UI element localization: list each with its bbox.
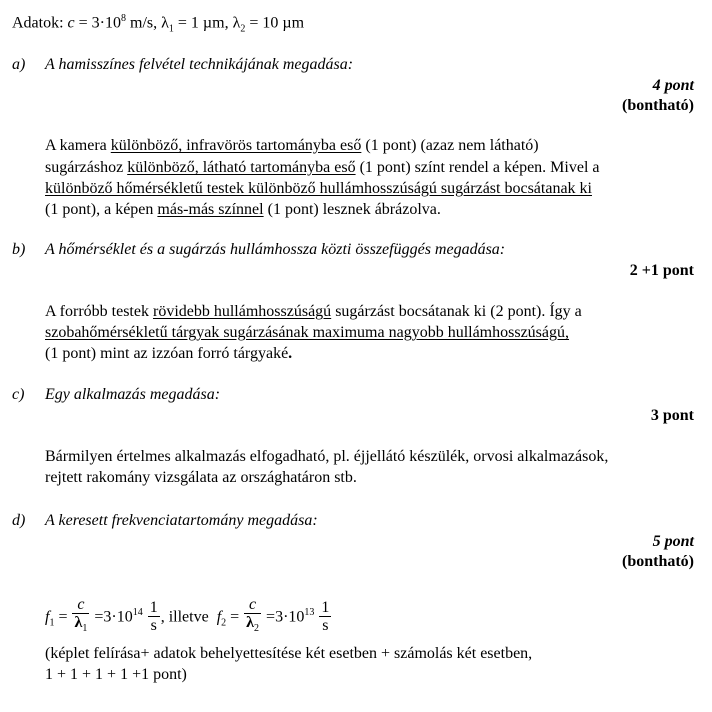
section-a-line-1 bbox=[45, 137, 539, 155]
section-a-points: 4 pont bbox=[652, 77, 694, 94]
text: (1 pont), a képen bbox=[45, 201, 158, 218]
equals-sign: = bbox=[94, 608, 104, 626]
section-d-points: 5 pont bbox=[652, 533, 694, 550]
section-b-marker: b) bbox=[12, 241, 26, 258]
f2-subscript: 2 bbox=[221, 617, 227, 629]
lambda2-value: = 10 µm bbox=[245, 14, 305, 32]
f2-symbol: f bbox=[216, 608, 222, 626]
section-c-points: 3 pont bbox=[650, 407, 694, 424]
text: A kamera bbox=[45, 137, 111, 154]
text: (1 pont) lesznek ábrázolva. bbox=[263, 201, 441, 218]
section-b-line-1 bbox=[45, 303, 582, 321]
per-second-fraction bbox=[319, 600, 331, 635]
f1-exponent: 14 bbox=[132, 606, 143, 618]
fraction-numerator: c bbox=[72, 597, 89, 614]
underlined-text: különböző, látható tartományba eső bbox=[127, 159, 356, 176]
text: (1 pont) színt rendel a képen. Mivel a bbox=[355, 159, 600, 176]
section-b-points: 2 +1 pont bbox=[629, 262, 694, 279]
f1-value: 3·10 bbox=[103, 608, 133, 626]
text: A forróbb testek bbox=[45, 303, 153, 320]
section-b-title: A hőmérséklet és a sugárzás hullámhossza közti összefüggés megadása: bbox=[45, 241, 506, 258]
c-exponent: 8 bbox=[121, 13, 127, 24]
fraction-denominator bbox=[72, 614, 89, 638]
text: sugárzáshoz bbox=[45, 159, 128, 176]
subscript: 2 bbox=[254, 623, 260, 635]
text: (1 pont) (azaz nem látható) bbox=[361, 137, 539, 154]
fraction-numerator: c bbox=[244, 597, 261, 614]
equals-sign: = bbox=[266, 608, 276, 626]
text: (1 pont) mint az izzóan forró tárgyaké bbox=[45, 345, 289, 362]
given-data-label: Adatok: bbox=[12, 14, 64, 32]
c-symbol: c bbox=[67, 14, 75, 32]
fraction-denominator bbox=[244, 614, 261, 638]
section-d-line-2: 1 + 1 + 1 + 1 +1 pont) bbox=[45, 666, 187, 683]
section-d-marker: d) bbox=[12, 512, 26, 529]
underlined-text: különböző, infravörös tartományba eső bbox=[110, 137, 362, 154]
c-unit: m/s, bbox=[126, 14, 162, 32]
f1-symbol: f bbox=[45, 608, 50, 626]
section-a-line-2 bbox=[45, 159, 600, 177]
section-a-marker: a) bbox=[12, 56, 26, 73]
fraction-numerator: 1 bbox=[149, 599, 158, 617]
lambda: λ bbox=[246, 614, 255, 631]
bold-period: . bbox=[288, 345, 293, 362]
equals-sign: = bbox=[58, 608, 68, 626]
f2-exponent: 13 bbox=[304, 606, 315, 618]
c-value: = 3·10 bbox=[74, 14, 122, 32]
subscript: 1 bbox=[82, 623, 88, 635]
lambda2-symbol: λ bbox=[232, 14, 241, 32]
section-d-note: (bontható) bbox=[621, 553, 694, 570]
underlined-text: szobahőmérsékletű tárgyak sugárzásának maximuma nagyobb hullámhosszúságú, bbox=[45, 324, 570, 341]
frequency-formula bbox=[45, 597, 332, 638]
section-a-line-4 bbox=[45, 201, 441, 219]
given-data-line bbox=[12, 13, 304, 35]
underlined-text: más-más színnel bbox=[157, 201, 264, 218]
f1-subscript: 1 bbox=[49, 617, 55, 629]
section-c-line-2: rejtett rakomány vizsgálata az országhatáron stb. bbox=[45, 469, 357, 486]
section-c-marker: c) bbox=[12, 386, 25, 403]
section-b-line-2 bbox=[45, 324, 569, 342]
text: sugárzást bocsátanak ki (2 pont). Így a bbox=[331, 303, 582, 320]
fraction-denominator: s bbox=[150, 617, 157, 635]
lambda1-value: = 1 µm, bbox=[173, 14, 233, 32]
section-a-line-3 bbox=[45, 180, 592, 198]
section-a-note: (bontható) bbox=[621, 97, 694, 114]
fraction-numerator: 1 bbox=[321, 599, 330, 617]
section-c-line-1: Bármilyen értelmes alkalmazás elfogadható, pl. éjjellátó készülék, orvosi alkalmazások, bbox=[45, 448, 609, 465]
section-c-title: Egy alkalmazás megadása: bbox=[45, 386, 221, 403]
f2-value: 3·10 bbox=[275, 608, 305, 626]
lambda2-subscript: 2 bbox=[240, 23, 246, 35]
c-over-lambda1-fraction bbox=[72, 597, 89, 638]
underlined-text: rövidebb hullámhosszúságú bbox=[152, 303, 332, 320]
illetve-text: , illetve bbox=[160, 608, 209, 626]
section-d-title: A keresett frekvenciatartomány megadása: bbox=[45, 512, 318, 529]
lambda1-subscript: 1 bbox=[168, 23, 174, 35]
per-second-fraction bbox=[148, 600, 160, 635]
underlined-text: különböző hőmérsékletű testek különböző hullámhosszúságú sugárzást bocsátanak ki bbox=[45, 180, 592, 197]
section-a-title: A hamisszínes felvétel technikájának megadása: bbox=[45, 56, 354, 73]
equals-sign: = bbox=[230, 608, 240, 626]
lambda1-symbol: λ bbox=[161, 14, 169, 32]
c-over-lambda2-fraction bbox=[244, 597, 261, 638]
lambda: λ bbox=[74, 614, 83, 631]
section-d-line-1: (képlet felírása+ adatok behelyettesítése két esetben + számolás két esetben, bbox=[45, 645, 533, 662]
fraction-denominator: s bbox=[322, 617, 329, 635]
section-b-line-3 bbox=[45, 345, 292, 363]
